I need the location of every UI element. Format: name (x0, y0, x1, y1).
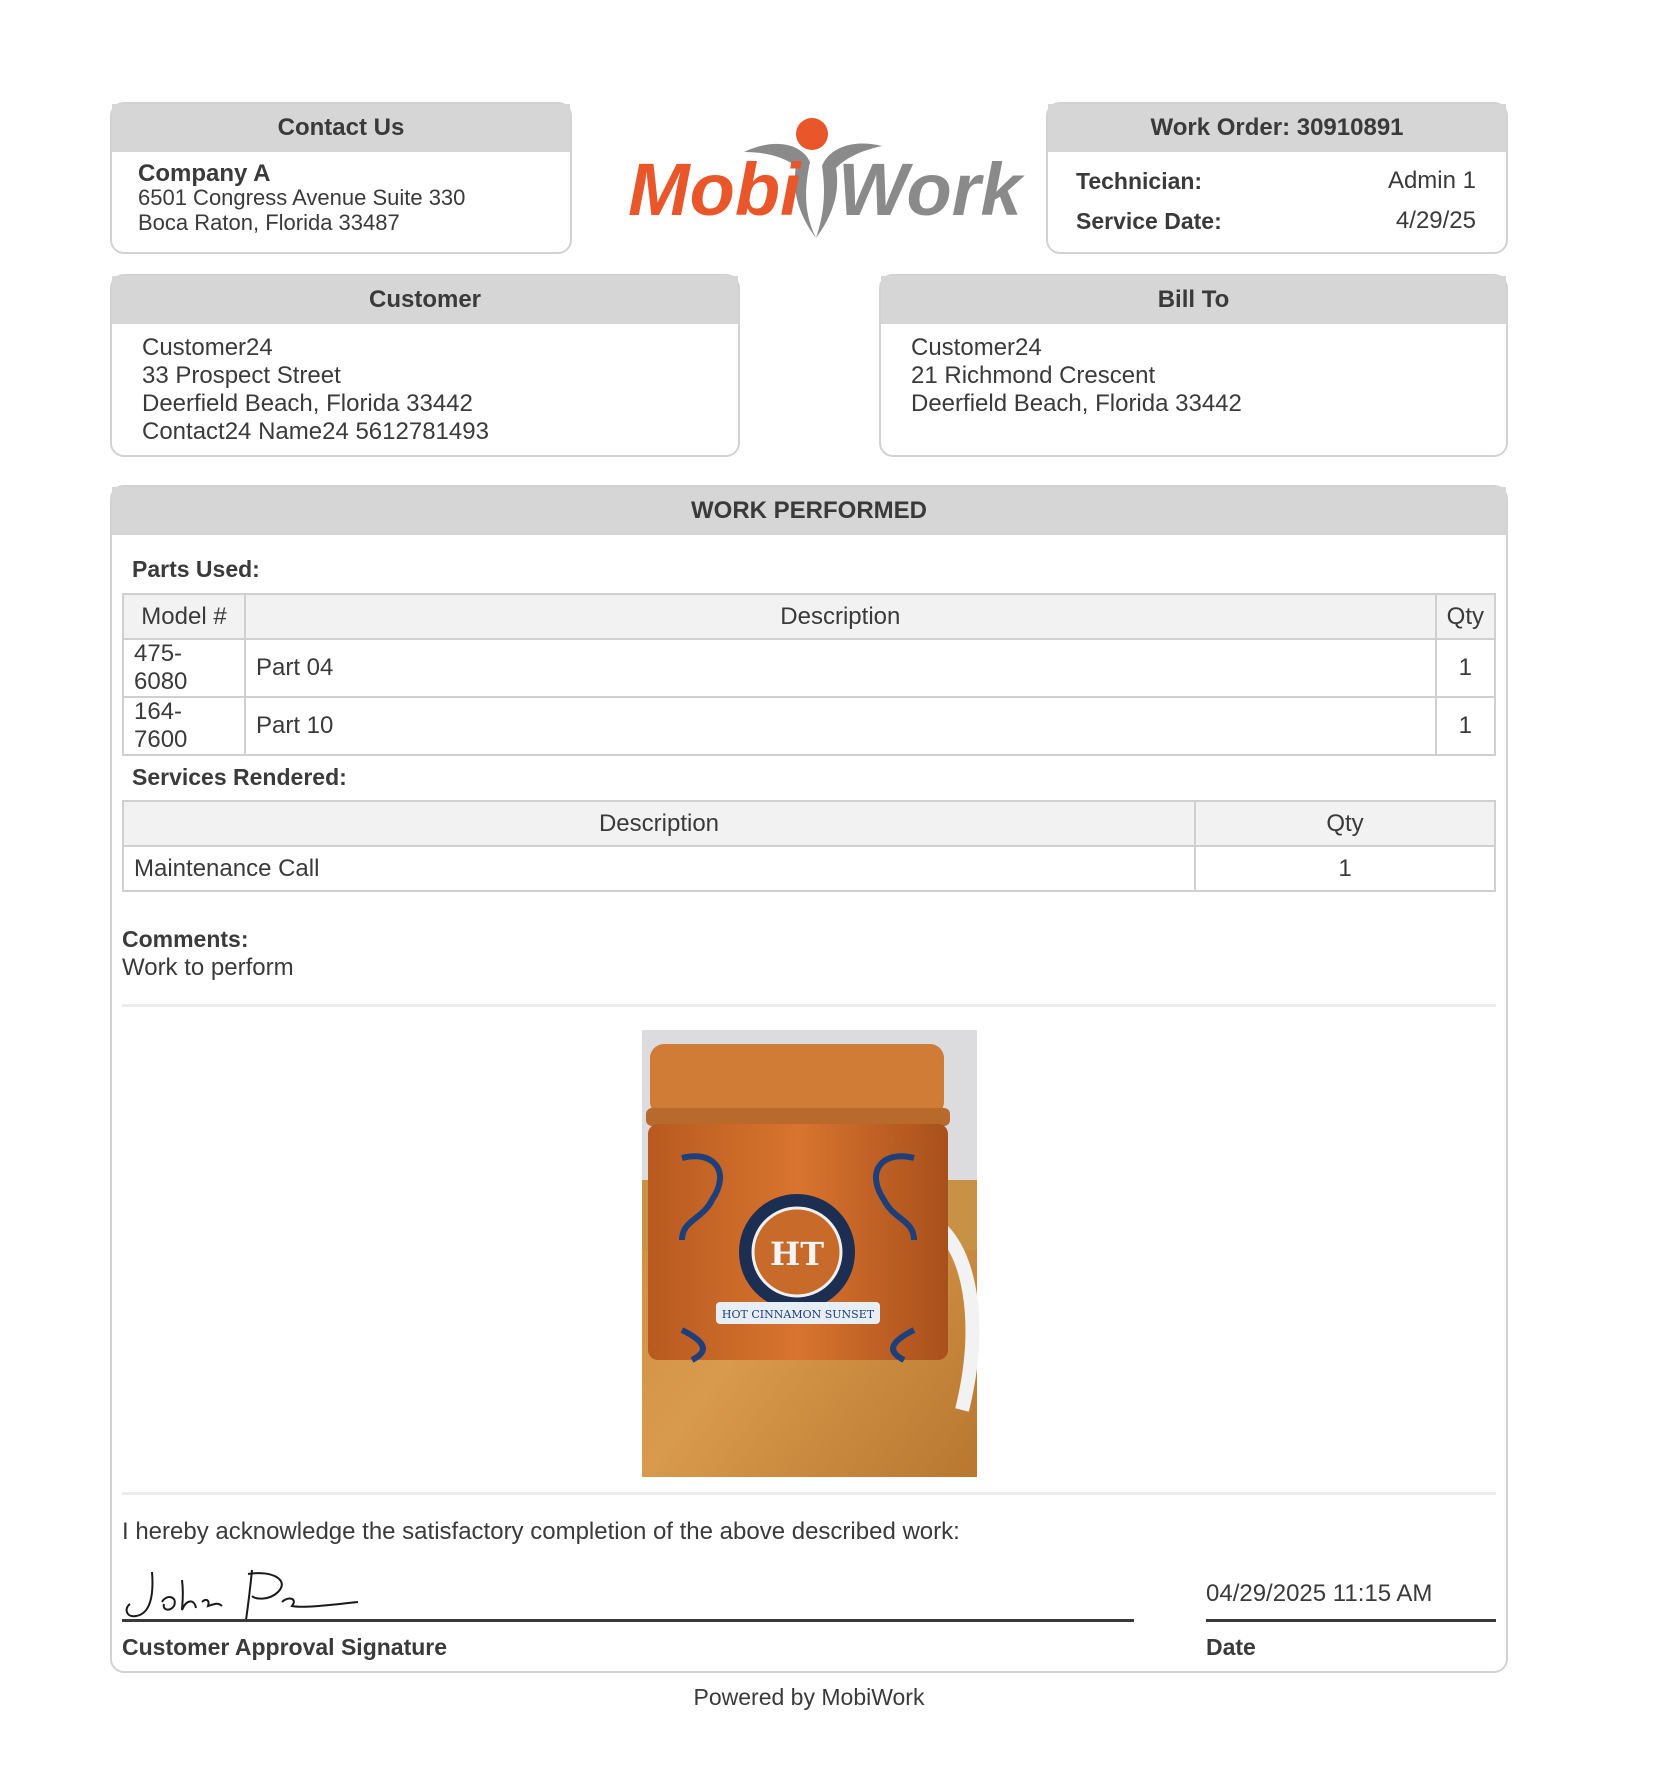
work-order-box (1046, 102, 1508, 254)
services-header-row (123, 801, 1495, 846)
technician-label: Technician: (1076, 168, 1203, 194)
table-row (123, 697, 1495, 755)
col-service-qty: Qty (1195, 801, 1495, 846)
work-performed-header: WORK PERFORMED (112, 487, 1506, 535)
date-label: Date (1206, 1634, 1256, 1660)
customer-city: Deerfield Beach, Florida 33442 (142, 390, 473, 417)
date-line (1206, 1619, 1496, 1622)
table-row (123, 846, 1495, 891)
mobiwork-logo (628, 110, 1022, 240)
parts-table (122, 593, 1496, 756)
part-description: Part 04 (245, 639, 1436, 697)
contact-box (110, 102, 572, 254)
parts-header-row (123, 594, 1495, 639)
svg-text:HT: HT (769, 1235, 825, 1273)
bill-to-street: 21 Richmond Crescent (911, 362, 1156, 389)
signature-line (122, 1619, 1134, 1622)
signature-date-value: 04/29/2025 11:15 AM (1206, 1580, 1433, 1607)
service-qty: 1 (1195, 846, 1495, 891)
work-order-header: Work Order: 30910891 (1048, 104, 1506, 152)
footer-powered-by: Powered by MobiWork (693, 1684, 925, 1710)
svg-text:Work: Work (838, 148, 1022, 231)
col-model: Model # (123, 594, 245, 639)
col-service-description: Description (123, 801, 1195, 846)
customer-header: Customer (112, 276, 738, 324)
comments-value: Work to perform (122, 954, 294, 981)
bill-to-city: Deerfield Beach, Florida 33442 (911, 390, 1242, 417)
customer-contact: Contact24 Name24 5612781493 (142, 418, 489, 445)
table-row (123, 639, 1495, 697)
part-qty: 1 (1436, 639, 1495, 697)
parts-used-label: Parts Used: (132, 556, 260, 582)
signature-label: Customer Approval Signature (122, 1634, 448, 1660)
customer-name: Customer24 (142, 334, 273, 361)
bill-to-box (879, 274, 1508, 457)
services-table (122, 800, 1496, 892)
part-model: 475-6080 (123, 639, 245, 697)
technician-value: Admin 1 (1387, 167, 1476, 194)
company-address-line2: Boca Raton, Florida 33487 (138, 210, 400, 235)
customer-box (110, 274, 740, 457)
acknowledge-text: I hereby acknowledge the satisfactory completion of the above described work: (122, 1518, 960, 1545)
service-description: Maintenance Call (123, 846, 1195, 891)
bill-to-name: Customer24 (911, 334, 1042, 361)
attached-photo (642, 1030, 977, 1477)
company-address-line1: 6501 Congress Avenue Suite 330 (138, 185, 466, 210)
col-description: Description (245, 594, 1436, 639)
part-qty: 1 (1436, 697, 1495, 755)
svg-text:HOT CINNAMON SUNSET: HOT CINNAMON SUNSET (721, 1308, 875, 1321)
service-date-label: Service Date: (1076, 208, 1222, 234)
contact-header: Contact Us (112, 104, 570, 152)
customer-street: 33 Prospect Street (142, 362, 341, 389)
company-name: Company A (138, 160, 271, 187)
divider (122, 1004, 1496, 1007)
customer-signature (122, 1566, 372, 1626)
services-rendered-label: Services Rendered: (132, 764, 347, 790)
comments-label: Comments: (122, 926, 249, 952)
divider (122, 1492, 1496, 1495)
col-qty: Qty (1436, 594, 1495, 639)
part-model: 164-7600 (123, 697, 245, 755)
part-description: Part 10 (245, 697, 1436, 755)
bill-to-header: Bill To (881, 276, 1506, 324)
svg-text:Mobi: Mobi (628, 148, 801, 231)
service-date-value: 4/29/25 (1395, 207, 1476, 234)
